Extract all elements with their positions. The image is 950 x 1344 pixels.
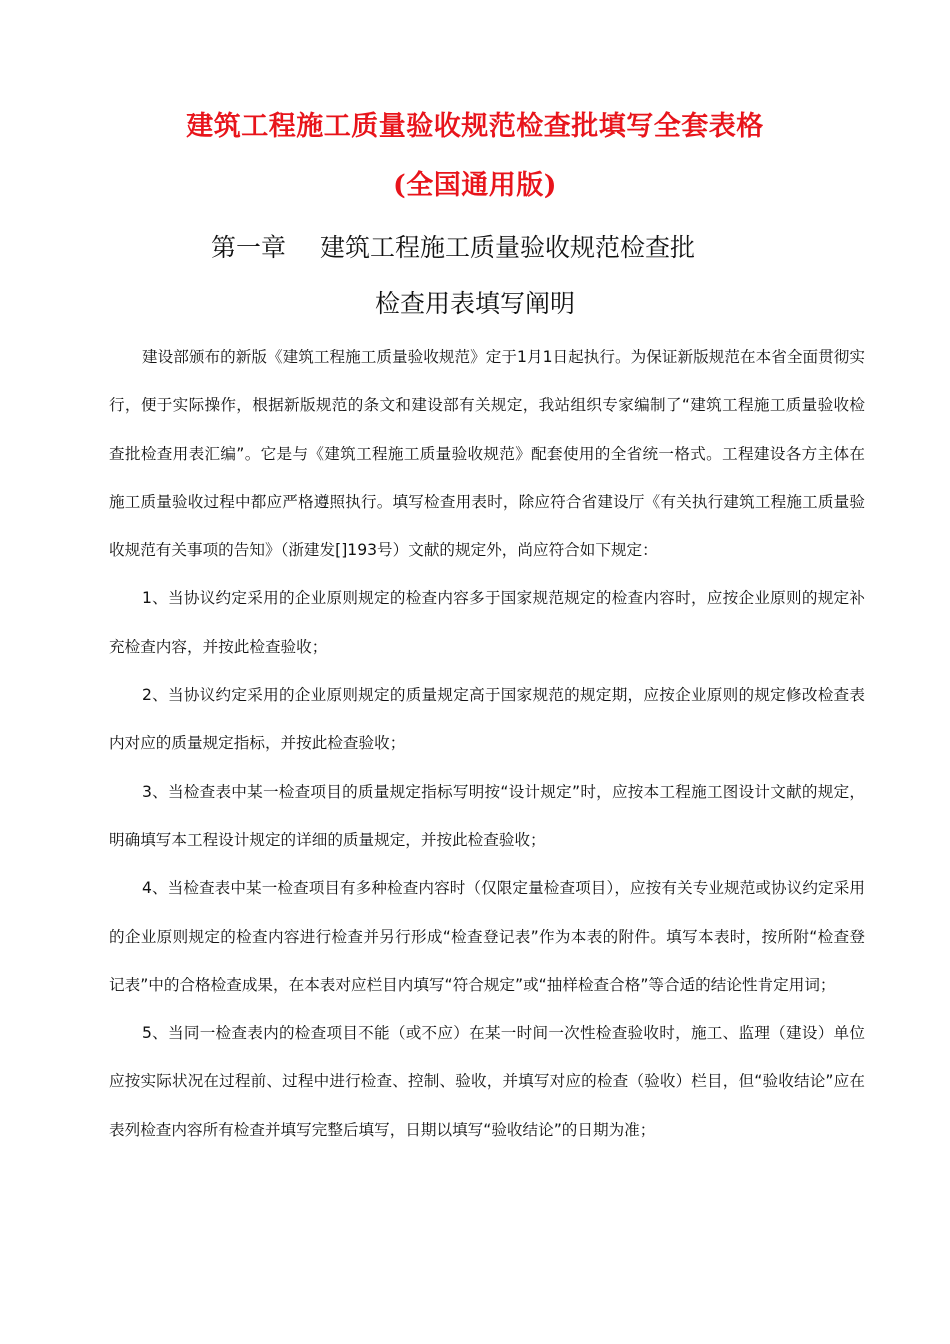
document-title: 建筑工程施工质量验收规范检查批填写全套表格 (186, 111, 764, 142)
paragraph-rule-3: 3、当检查表中某一检查项目的质量规定指标写明按“设计规定”时，应按本工程施工图设计文献的规定，明确填写本工程设计规定的详细的质量规定，并按此检查验收； (109, 782, 865, 849)
paragraph-intro: 建设部颁布的新版《建筑工程施工质量验收规范》定于1月1日起执行。为保证新版规范在本省全面贯彻实行，便于实际操作，根据新版规范的条文和建设部有关规定，我站组织专家编制了“建筑工程施工质量验收检查批检查用表汇编”。它是与《建筑工程施工质量验收规范》配套使用的全省统一格式。工程建设各方主体在施工质量验收过程中都应严格遵照执行。填写检查用表时，除应符合省建设厅《有关执行建筑工程施工质量验收规范有关事项的告知》（浙建发[]193号）文献的规定外，尚应符合如下规定： (109, 348, 865, 560)
chapter-label: 第一章 (210, 233, 286, 262)
paragraph-rule-5: 5、当同一检查表内的检查项目不能（或不应）在某一时间一次性检查验收时，施工、监理（建设）单位应按实际状况在过程前、过程中进行检查、控制、验收，并填写对应的检查（验收）栏目，但“验收结论”应在表列检查内容所有检查并填写完整后填写，日期以填写“验收结论”的日期为准； (109, 1024, 865, 1139)
paragraph-rule-2: 2、当协议约定采用的企业原则规定的质量规定高于国家规范的规定期，应按企业原则的规定修改检查表内对应的质量规定指标，并按此检查验收； (109, 686, 865, 753)
body-text (109, 333, 865, 1154)
paragraph-rule-4: 4、当检查表中某一检查项目有多种检查内容时（仅限定量检查项目），应按有关专业规范或协议约定采用的企业原则规定的检查内容进行检查并另行形成“检查登记表”作为本表的附件。填写本表时，按所附“检查登记表”中的合格检查成果，在本表对应栏目内填写“符合规定”或“抽样检查合格”等合适的结论性肯定用词； (109, 879, 865, 994)
chapter-heading (0, 228, 928, 264)
chapter-title: 建筑工程施工质量验收规范检查批 (320, 233, 696, 262)
paragraph-rule-1: 1、当协议约定采用的企业原则规定的检查内容多于国家规范规定的检查内容时，应按企业原则的规定补充检查内容，并按此检查验收； (109, 589, 865, 656)
document-subtitle: (全国通用版) (392, 170, 558, 201)
chapter-subtitle: 检查用表填写阐明 (374, 289, 575, 318)
